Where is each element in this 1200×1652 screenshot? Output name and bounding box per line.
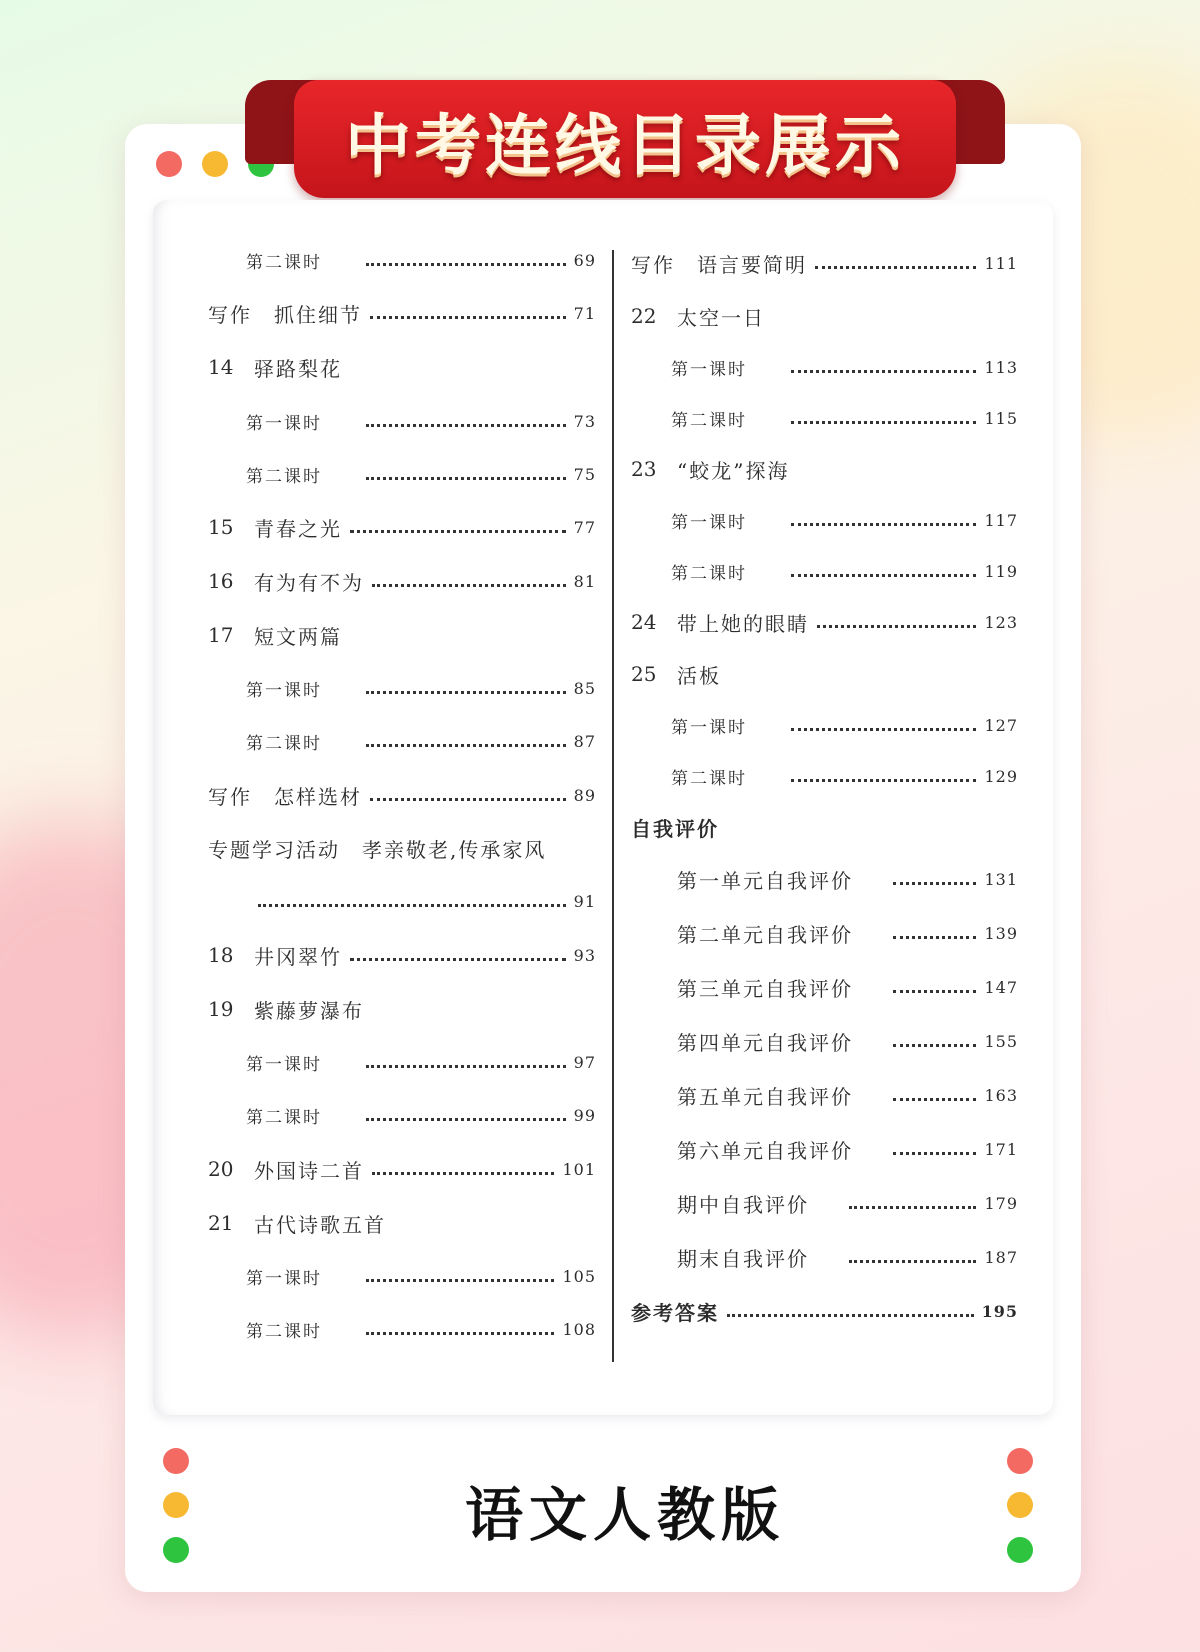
toc-entry-title: 太空一日	[677, 305, 765, 330]
toc-entry-title: 第一课时	[671, 512, 747, 533]
toc-entry[interactable]	[246, 673, 596, 703]
toc-leader-dots	[370, 316, 566, 319]
toc-entry[interactable]	[671, 710, 1018, 740]
toc-entry-title: 第二单元自我评价	[677, 922, 853, 947]
footer-dot-red-left	[163, 1448, 189, 1474]
title-banner	[294, 80, 956, 198]
toc-entry-number: 22	[631, 304, 657, 328]
toc-entry[interactable]	[677, 972, 1018, 1002]
edition-label: 语文人教版	[464, 1481, 785, 1549]
toc-leader-dots	[366, 1065, 566, 1068]
toc-entry[interactable]	[246, 1261, 596, 1291]
toc-entry-number: 23	[631, 457, 657, 481]
toc-entry[interactable]	[671, 556, 1018, 586]
toc-entry[interactable]	[677, 918, 1018, 948]
toc-entry-title: 青春之光	[254, 516, 342, 541]
toc-entry-title: 第二课时	[671, 563, 747, 584]
toc-entry[interactable]	[246, 245, 596, 275]
toc-page-number: 97	[573, 1052, 596, 1072]
toc-entry-title: 短文两篇	[254, 624, 342, 649]
toc-entry-title: 第二课时	[671, 768, 747, 789]
toc-entry-title: 活板	[677, 663, 721, 688]
toc-entry[interactable]	[208, 1154, 596, 1184]
toc-entry[interactable]	[246, 1314, 596, 1344]
toc-page-number: 119	[984, 561, 1018, 581]
toc-leader-dots	[366, 263, 566, 266]
toc-leader-dots	[366, 477, 566, 480]
toc-leader-dots	[366, 1279, 554, 1282]
toc-entry[interactable]	[208, 620, 596, 650]
toc-entry[interactable]	[208, 298, 596, 328]
toc-entry-number: 20	[208, 1157, 234, 1181]
toc-entry-number: 24	[631, 610, 657, 634]
toc-entry[interactable]	[208, 1208, 596, 1238]
toc-entry-title: 写作 怎样选材	[208, 784, 362, 809]
toc-page-number: 108	[562, 1319, 596, 1339]
toc-page-number: 71	[573, 303, 596, 323]
toc-leader-dots	[893, 882, 976, 885]
toc-page-number: 99	[573, 1105, 596, 1125]
toc-leader-dots	[366, 1332, 554, 1335]
toc-entry-title: 写作 抓住细节	[208, 302, 362, 327]
toc-page-number: 115	[984, 408, 1018, 428]
toc-entry-title: 第四单元自我评价	[677, 1030, 853, 1055]
toc-page-number: 101	[562, 1159, 596, 1179]
toc-entry-number: 25	[631, 662, 657, 686]
toc-entry-title: 期末自我评价	[677, 1246, 809, 1271]
toc-entry[interactable]	[208, 566, 596, 596]
footer-dot-green-left	[163, 1537, 189, 1563]
footer-dot-red-right	[1007, 1448, 1033, 1474]
toc-leader-dots	[893, 1098, 976, 1101]
toc-page-number: 127	[984, 715, 1018, 735]
toc-entry[interactable]	[250, 886, 596, 916]
toc-page-number: 129	[984, 766, 1018, 786]
toc-entry[interactable]	[677, 1080, 1018, 1110]
toc-entry-title: 第二课时	[246, 252, 322, 273]
toc-page-number: 111	[984, 253, 1018, 273]
toc-entry[interactable]	[631, 248, 1018, 278]
toc-leader-dots	[791, 728, 976, 731]
toc-entry-number: 14	[208, 355, 234, 379]
toc-entry[interactable]	[208, 940, 596, 970]
toc-entry-title: 第一课时	[671, 359, 747, 380]
toc-entry-title: 第一课时	[671, 717, 747, 738]
toc-entry-title: 有为有不为	[254, 570, 364, 595]
toc-entry[interactable]	[677, 1134, 1018, 1164]
toc-entry-title: 期中自我评价	[677, 1192, 809, 1217]
toc-page-number: 75	[573, 464, 596, 484]
toc-leader-dots	[366, 1118, 566, 1121]
toc-leader-dots	[893, 1152, 976, 1155]
toc-leader-dots	[893, 936, 976, 939]
toc-page-number: 105	[562, 1266, 596, 1286]
toc-page-number: 87	[573, 731, 596, 751]
toc-entry[interactable]	[671, 352, 1018, 382]
toc-leader-dots	[815, 266, 976, 269]
toc-leader-dots	[370, 798, 566, 801]
toc-leader-dots	[817, 625, 976, 628]
toc-entry-number: 15	[208, 515, 234, 539]
toc-leader-dots	[791, 574, 976, 577]
toc-leader-dots	[350, 530, 566, 533]
toc-leader-dots	[791, 779, 976, 782]
toc-leader-dots	[893, 1044, 976, 1047]
toc-entry-title: 井冈翠竹	[254, 944, 342, 969]
toc-entry[interactable]	[208, 833, 596, 863]
toc-page-number: 85	[573, 678, 596, 698]
toc-page-number: 139	[984, 923, 1018, 943]
toc-entry-number: 17	[208, 623, 234, 647]
toc-page-number: 147	[984, 977, 1018, 997]
toc-entry[interactable]	[631, 301, 1018, 331]
window-close-dot[interactable]	[156, 151, 182, 177]
toc-entry-title: 第二课时	[246, 733, 322, 754]
footer-dot-green-right	[1007, 1537, 1033, 1563]
toc-entry-title: 驿路梨花	[254, 356, 342, 381]
toc-entry[interactable]	[246, 406, 596, 436]
toc-page-number: 113	[984, 357, 1018, 377]
toc-leader-dots	[350, 958, 566, 961]
toc-entry-title: 专题学习活动 孝亲敬老,传承家风	[208, 837, 547, 862]
toc-entry-title: 第二课时	[246, 466, 322, 487]
toc-entry[interactable]	[246, 459, 596, 489]
toc-leader-dots	[791, 370, 976, 373]
toc-leader-dots	[366, 744, 566, 747]
toc-entry[interactable]	[631, 454, 1018, 484]
toc-entry[interactable]	[208, 780, 596, 810]
toc-page-number: 155	[984, 1031, 1018, 1051]
toc-entry-title: 自我评价	[631, 816, 719, 841]
toc-entry-title: 第二课时	[246, 1107, 322, 1128]
toc-entry[interactable]	[246, 1047, 596, 1077]
toc-entry[interactable]	[671, 403, 1018, 433]
toc-entry[interactable]	[631, 1296, 1018, 1326]
banner-title: 中考连线目录展示	[345, 106, 905, 184]
toc-entry-title: 第三单元自我评价	[677, 976, 853, 1001]
toc-page-number: 131	[984, 869, 1018, 889]
toc-page-number: 73	[573, 411, 596, 431]
toc-entry-number: 19	[208, 997, 234, 1021]
toc-entry[interactable]	[208, 994, 596, 1024]
toc-entry[interactable]	[671, 505, 1018, 535]
toc-page-number: 117	[984, 510, 1018, 530]
toc-entry[interactable]	[631, 812, 1018, 842]
toc-leader-dots	[791, 523, 976, 526]
toc-entry[interactable]	[631, 659, 1018, 689]
toc-entry-title: 第一单元自我评价	[677, 868, 853, 893]
toc-entry-title: 第一课时	[246, 413, 322, 434]
toc-entry-number: 21	[208, 1211, 234, 1235]
toc-entry[interactable]	[677, 1026, 1018, 1056]
toc-entry-title: 外国诗二首	[254, 1158, 364, 1183]
toc-entry-title: “蛟龙”探海	[677, 458, 790, 483]
toc-entry-title: 第一课时	[246, 1268, 322, 1289]
toc-page-number: 69	[573, 250, 596, 270]
toc-entry-title: 写作 语言要简明	[631, 252, 807, 277]
toc-entry-title: 紫藤萝瀑布	[254, 998, 364, 1023]
toc-page-number: 195	[981, 1301, 1018, 1321]
footer-dot-yellow-left	[163, 1492, 189, 1518]
toc-page-number: 171	[984, 1139, 1018, 1159]
toc-entry[interactable]	[677, 1188, 1018, 1218]
toc-entry[interactable]	[677, 864, 1018, 894]
toc-entry[interactable]	[246, 1100, 596, 1130]
toc-entry-title: 第五单元自我评价	[677, 1084, 853, 1109]
toc-leader-dots	[372, 584, 566, 587]
toc-page-number: 179	[984, 1193, 1018, 1213]
toc-leader-dots	[727, 1314, 974, 1317]
toc-page-number: 163	[984, 1085, 1018, 1105]
toc-leader-dots	[791, 421, 976, 424]
toc-entry-number: 18	[208, 943, 234, 967]
toc-leader-dots	[366, 691, 566, 694]
footer-dot-yellow-right	[1007, 1492, 1033, 1518]
toc-entry-title: 参考答案	[631, 1300, 719, 1325]
toc-entry[interactable]	[246, 726, 596, 756]
toc-page-number: 81	[573, 571, 596, 591]
column-divider	[612, 250, 614, 1362]
toc-entry-title: 第二课时	[671, 410, 747, 431]
toc-page-number: 89	[573, 785, 596, 805]
toc-leader-dots	[258, 904, 566, 907]
toc-entry[interactable]	[677, 1242, 1018, 1272]
toc-leader-dots	[849, 1206, 976, 1209]
toc-leader-dots	[366, 424, 566, 427]
toc-entry-title: 第六单元自我评价	[677, 1138, 853, 1163]
toc-page-number: 123	[984, 612, 1018, 632]
toc-entry[interactable]	[671, 761, 1018, 791]
toc-page-number: 91	[573, 891, 596, 911]
toc-entry-title: 带上她的眼睛	[677, 611, 809, 636]
toc-page-number: 93	[573, 945, 596, 965]
toc-entry[interactable]	[631, 607, 1018, 637]
toc-entry[interactable]	[208, 512, 596, 542]
window-minimize-dot[interactable]	[202, 151, 228, 177]
toc-page-number: 187	[984, 1247, 1018, 1267]
toc-leader-dots	[372, 1172, 554, 1175]
toc-page-number: 77	[573, 517, 596, 537]
toc-entry-title: 古代诗歌五首	[254, 1212, 386, 1237]
toc-leader-dots	[893, 990, 976, 993]
toc-leader-dots	[849, 1260, 976, 1263]
toc-entry-title: 第一课时	[246, 680, 322, 701]
toc-entry[interactable]	[208, 352, 596, 382]
toc-entry-number: 16	[208, 569, 234, 593]
toc-entry-title: 第二课时	[246, 1321, 322, 1342]
toc-entry-title: 第一课时	[246, 1054, 322, 1075]
